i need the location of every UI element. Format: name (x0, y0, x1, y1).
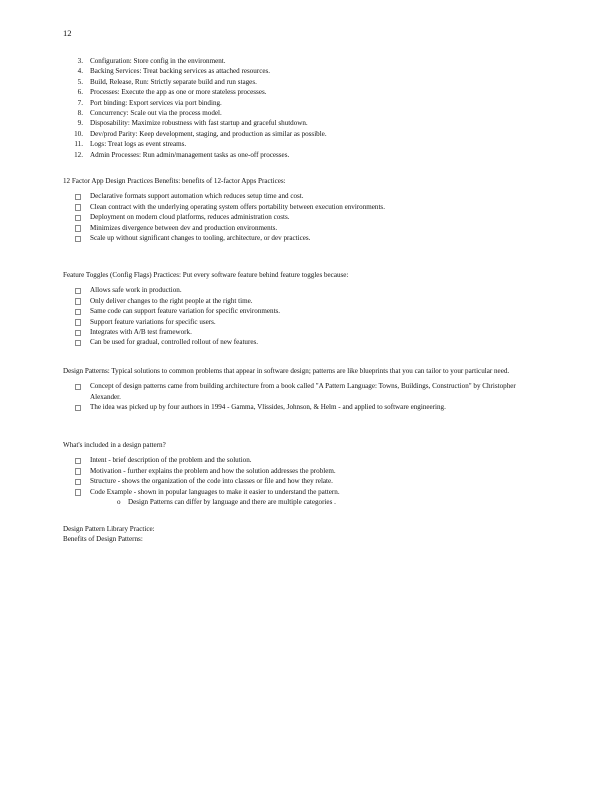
list-item (63, 223, 543, 233)
list-item (63, 118, 543, 128)
item-text: Backing Services: Treat backing services as attached resources. (90, 67, 271, 76)
design-patterns-list (63, 381, 543, 412)
factor-list (63, 56, 543, 160)
item-number: 7. (77, 98, 83, 107)
list-item (63, 381, 543, 402)
checkbox-bullet-icon (75, 489, 81, 495)
list-item (63, 108, 543, 118)
item-text: Concurrency: Scale out via the process model. (90, 109, 222, 118)
item-text: Port binding: Export services via port binding. (90, 98, 222, 107)
sub-list-item (63, 497, 543, 507)
twelve-factor-benefits-list (63, 191, 543, 243)
checkbox-bullet-icon (75, 288, 81, 294)
feature-toggles-list (63, 285, 543, 347)
library-heading: Design Pattern Library Practice: (63, 525, 155, 533)
item-text: Scale up without significant changes to tooling, architecture, or dev practices. (90, 234, 311, 243)
item-text: Design Patterns can differ by language and there are multiple categories . (128, 498, 336, 507)
list-item (63, 327, 543, 337)
checkbox-bullet-icon (75, 319, 81, 325)
checkbox-bullet-icon (75, 298, 81, 304)
item-number: 9. (77, 119, 83, 128)
item-number: 8. (77, 109, 83, 118)
item-text: Minimizes divergence between dev and production environments. (90, 223, 278, 232)
list-item (63, 98, 543, 108)
item-text: Code Example - shown in popular languages to make it easier to understand the pattern. (90, 487, 340, 496)
whats-included-list (63, 455, 543, 497)
list-item (63, 87, 543, 97)
section-heading: Design Patterns: Typical solutions to common problems that appear in software design; patterns are like blueprints that you can tailor to your particular need. (63, 367, 510, 375)
item-text: The idea was picked up by four authors in 1994 - Gamma, Vlissides, Johnson, & Helm - and applied to software engineering. (90, 403, 446, 412)
list-item (63, 296, 543, 306)
list-item (63, 402, 543, 412)
item-text: Build, Release, Run: Strictly separate build and run stages. (90, 77, 257, 86)
item-text: Configuration: Store config in the environment. (90, 57, 226, 65)
checkbox-bullet-icon (75, 215, 81, 221)
list-item (63, 191, 543, 201)
item-text: Declarative formats support automation which reduces setup time and cost. (90, 192, 304, 201)
list-item (63, 306, 543, 316)
list-item (63, 66, 543, 76)
factor-list-block (63, 56, 543, 160)
item-text: Same code can support feature variation for specific environments. (90, 307, 281, 316)
checkbox-bullet-icon (75, 194, 81, 200)
design-pattern-sublist (63, 497, 543, 507)
item-text: Motivation - further explains the problem and how the solution addresses the problem. (90, 466, 336, 475)
checkbox-bullet-icon (75, 225, 81, 231)
item-number: 10. (74, 129, 83, 138)
design-patterns-section (63, 366, 543, 413)
checkbox-bullet-icon (75, 340, 81, 346)
library-section (63, 524, 543, 545)
checkbox-bullet-icon (75, 384, 81, 390)
feature-toggles-section (63, 270, 543, 348)
section-heading: 12 Factor App Design Practices Benefits: benefits of 12-factor Apps Practices: (63, 177, 286, 185)
checkbox-bullet-icon (75, 309, 81, 315)
whats-included-section (63, 440, 543, 507)
section-heading: What's included in a design pattern? (63, 441, 166, 449)
item-number: 6. (77, 88, 83, 97)
item-number: 3. (77, 57, 83, 65)
item-text: Intent - brief description of the problem and the solution. (90, 456, 252, 465)
checkbox-bullet-icon (75, 236, 81, 242)
item-number: 11. (74, 140, 83, 149)
list-item (63, 285, 543, 295)
item-text: Logs: Treat logs as event streams. (90, 140, 187, 149)
item-text: Processes: Execute the app as one or more stateless processes. (90, 88, 267, 97)
checkbox-bullet-icon (75, 479, 81, 485)
item-text: Support feature variations for specific users. (90, 317, 216, 326)
checkbox-bullet-icon (75, 458, 81, 464)
item-number: 12. (74, 150, 83, 159)
item-text: Disposability: Maximize robustness with fast startup and graceful shutdown. (90, 119, 308, 128)
twelve-factor-section (63, 176, 543, 243)
circle-bullet-icon: o (117, 498, 121, 507)
item-text: Clean contract with the underlying operating system offers portability between execution environments. (90, 202, 385, 211)
list-item (63, 77, 543, 87)
item-text: Structure - shows the organization of the code into classes or file and how they relate. (90, 477, 333, 486)
list-item (63, 150, 543, 160)
item-text: Allows safe work in production. (90, 286, 182, 295)
benefits-heading: Benefits of Design Patterns: (63, 535, 143, 544)
page-number: 12 (63, 28, 72, 38)
item-text: Only deliver changes to the right people at the right time. (90, 296, 253, 305)
list-item (63, 466, 543, 476)
item-text: Concept of design patterns came from building architecture from a book called "A Pattern Language: Towns, Buildings, Construction" by Christopher Alexander. (90, 382, 516, 401)
list-item (63, 455, 543, 465)
checkbox-bullet-icon (75, 204, 81, 210)
section-heading: Feature Toggles (Config Flags) Practices: Put every software feature behind feature toggles because: (63, 271, 349, 279)
list-item (63, 487, 543, 497)
list-item (63, 233, 543, 243)
item-number: 4. (77, 67, 83, 76)
item-text: Dev/prod Parity: Keep development, staging, and production as similar as possible. (90, 129, 327, 138)
list-item (63, 212, 543, 222)
checkbox-bullet-icon (75, 468, 81, 474)
checkbox-bullet-icon (75, 405, 81, 411)
list-item (63, 202, 543, 212)
list-item (63, 317, 543, 327)
list-item (63, 476, 543, 486)
item-text: Admin Processes: Run admin/management tasks as one-off processes. (90, 150, 290, 159)
checkbox-bullet-icon (75, 330, 81, 336)
item-text: Integrates with A/B test framework. (90, 328, 192, 337)
list-item (63, 139, 543, 149)
list-item (63, 337, 543, 347)
item-number: 5. (77, 77, 83, 86)
list-item (63, 56, 543, 66)
list-item (63, 129, 543, 139)
item-text: Can be used for gradual, controlled rollout of new features. (90, 338, 259, 347)
item-text: Deployment on modern cloud platforms, reduces administration costs. (90, 213, 290, 222)
